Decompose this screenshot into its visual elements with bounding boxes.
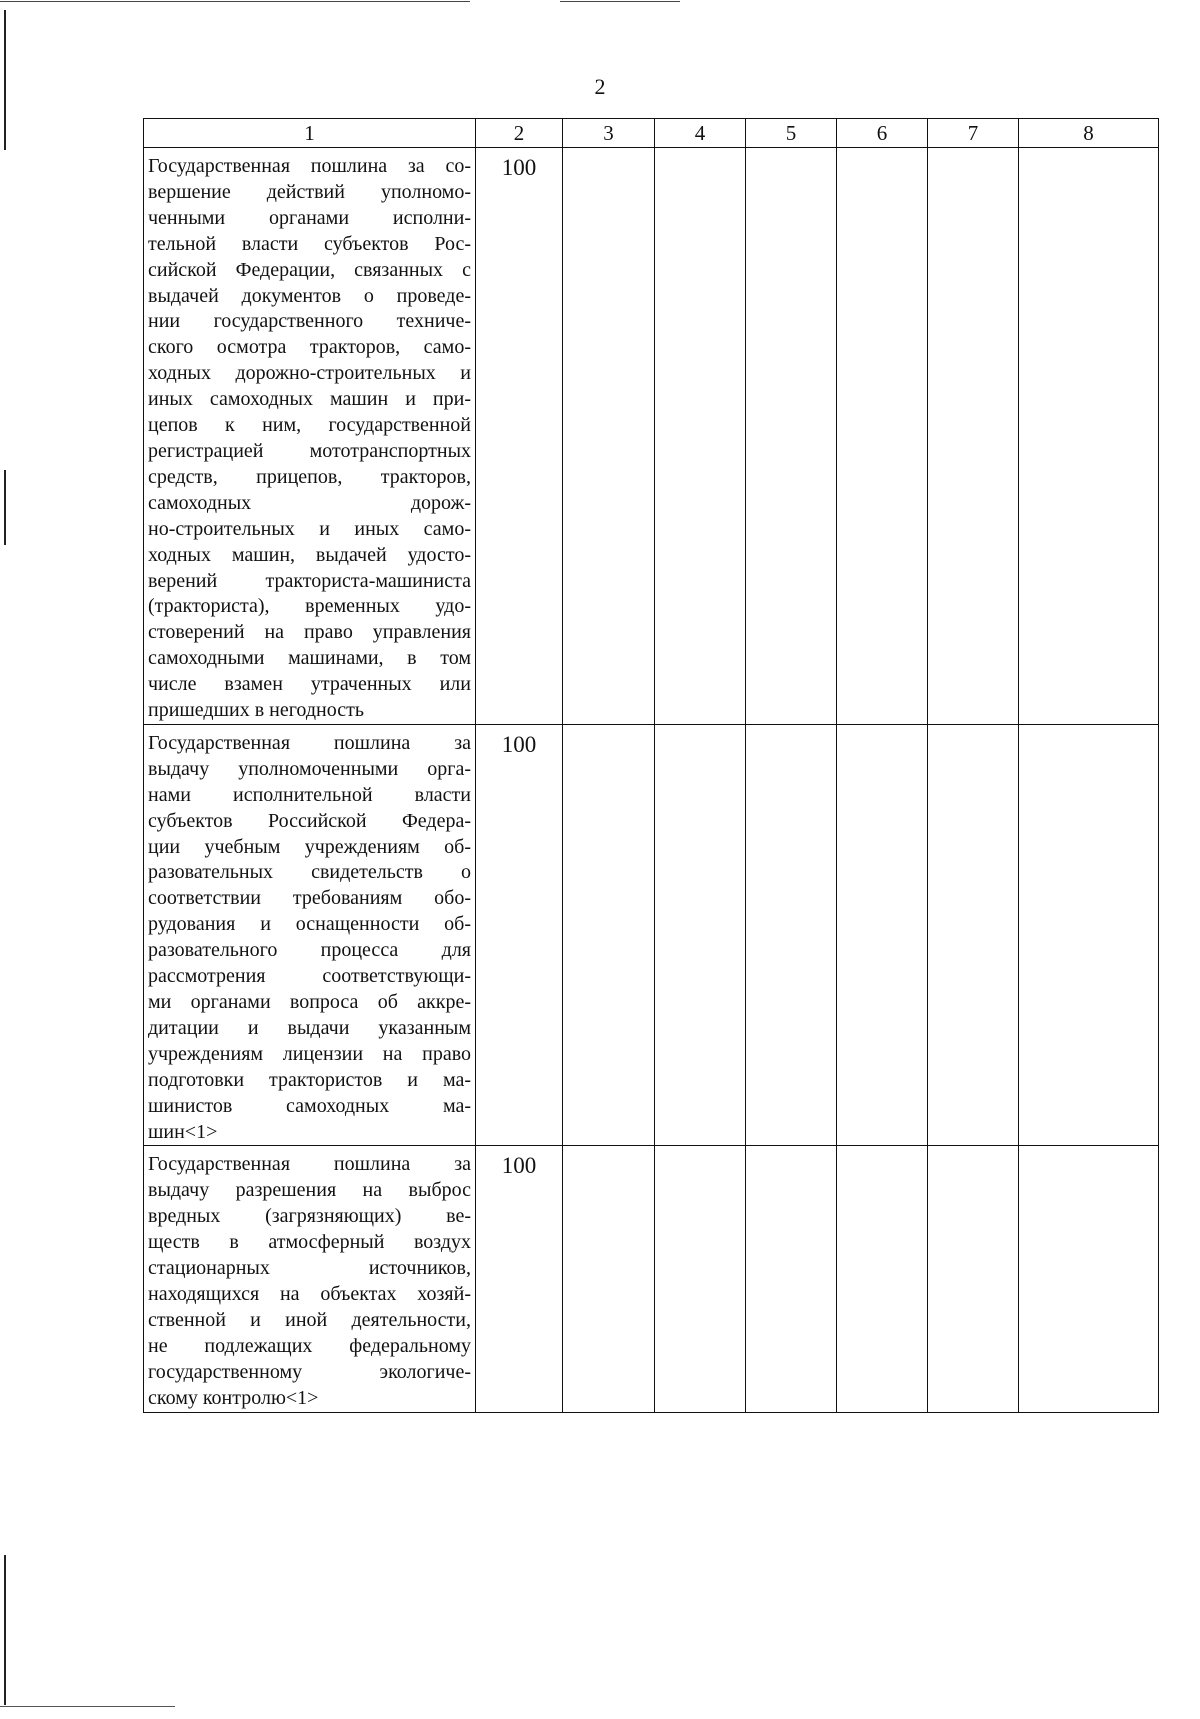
description-line: разовательных свидетельств о bbox=[148, 861, 471, 884]
row-description bbox=[144, 724, 476, 1146]
column-header: 7 bbox=[928, 119, 1019, 148]
description-line: подготовки трактористов и ма- bbox=[148, 1068, 471, 1091]
description-line: рудования и оснащенности об- bbox=[148, 913, 471, 936]
row-description bbox=[144, 1146, 476, 1412]
description-line: скому контролю<1> bbox=[148, 1386, 319, 1409]
description-line: рассмотрения соответствующи- bbox=[148, 965, 471, 988]
empty-cell bbox=[928, 724, 1019, 1146]
description-line: ществ в атмосферный воздух bbox=[148, 1231, 471, 1254]
empty-cell bbox=[837, 1146, 928, 1412]
description-line: Государственная пошлина за со- bbox=[148, 155, 471, 177]
description-line: выдачей документов о проведе- bbox=[148, 284, 471, 307]
description-line: нии государственного техниче- bbox=[148, 310, 471, 333]
empty-cell bbox=[837, 148, 928, 725]
table-row bbox=[144, 724, 1159, 1146]
description-line: но-строительных и иных само- bbox=[148, 517, 471, 540]
column-header: 2 bbox=[476, 119, 563, 148]
description-line: числе взамен утраченных или bbox=[148, 673, 471, 696]
empty-cell bbox=[563, 1146, 655, 1412]
empty-cell bbox=[928, 148, 1019, 725]
description-line: верений тракториста-машиниста bbox=[148, 569, 471, 592]
empty-cell bbox=[746, 148, 837, 725]
empty-cell bbox=[1019, 1146, 1159, 1412]
empty-cell bbox=[1019, 148, 1159, 725]
description-line: государственному экологиче- bbox=[148, 1360, 471, 1383]
description-line: вершение действий уполномо- bbox=[148, 180, 471, 203]
empty-cell bbox=[655, 1146, 746, 1412]
empty-cell bbox=[563, 148, 655, 725]
description-line: иных самоходных машин и при- bbox=[148, 388, 471, 411]
empty-cell bbox=[655, 724, 746, 1146]
fee-table bbox=[143, 118, 1159, 1413]
description-line: ми органами вопроса об аккре- bbox=[148, 991, 471, 1013]
table-header-row bbox=[144, 119, 1159, 148]
scan-top-rule bbox=[0, 1, 470, 2]
column-header: 4 bbox=[655, 119, 746, 148]
column-header: 1 bbox=[144, 119, 476, 148]
empty-cell bbox=[563, 724, 655, 1146]
column-header: 3 bbox=[563, 119, 655, 148]
description-line: нами исполнительной власти bbox=[148, 783, 471, 806]
empty-cell bbox=[746, 1146, 837, 1412]
description-line: Государственная пошлина за bbox=[148, 1153, 471, 1176]
row-value: 100 bbox=[476, 724, 563, 1146]
scan-bottom-rule bbox=[0, 1706, 175, 1707]
description-line: самоходных дорож- bbox=[148, 491, 471, 514]
empty-cell bbox=[746, 724, 837, 1146]
empty-cell bbox=[1019, 724, 1159, 1146]
description-line: стационарных источников, bbox=[148, 1257, 471, 1280]
page-number: 2 bbox=[594, 74, 606, 99]
description-line: (тракториста), временных удо- bbox=[148, 595, 471, 618]
empty-cell bbox=[655, 148, 746, 725]
scan-margin-mark bbox=[4, 1555, 6, 1705]
description-line: ходных дорожно-строительных и bbox=[148, 362, 471, 385]
description-line: средств, прицепов, тракторов, bbox=[148, 465, 471, 488]
description-line: ченными органами исполни- bbox=[148, 206, 471, 229]
row-description bbox=[144, 148, 476, 725]
description-line: выдачу уполномоченными орга- bbox=[148, 757, 471, 780]
description-line: ского осмотра тракторов, само- bbox=[148, 336, 471, 359]
description-line: шинистов самоходных ма- bbox=[148, 1094, 471, 1117]
description-line: ции учебным учреждениям об- bbox=[148, 835, 471, 858]
table-row bbox=[144, 1146, 1159, 1412]
column-header: 5 bbox=[746, 119, 837, 148]
column-header: 6 bbox=[837, 119, 928, 148]
description-line: стоверений на право управления bbox=[148, 621, 471, 644]
scan-margin-mark bbox=[4, 470, 6, 545]
description-line: соответствии требованиям обо- bbox=[148, 887, 471, 910]
description-line: разовательного процесса для bbox=[148, 939, 471, 962]
table-row bbox=[144, 148, 1159, 725]
description-line: не подлежащих федеральному bbox=[148, 1334, 471, 1357]
scan-top-rule-right bbox=[560, 1, 680, 2]
description-line: находящихся на объектах хозяй- bbox=[148, 1282, 471, 1305]
empty-cell bbox=[928, 1146, 1019, 1412]
description-line: Государственная пошлина за bbox=[148, 731, 471, 754]
description-line: ходных машин, выдачей удосто- bbox=[148, 543, 471, 566]
description-line: пришедших в негодность bbox=[148, 699, 364, 722]
row-value: 100 bbox=[476, 1146, 563, 1412]
description-line: ственной и иной деятельности, bbox=[148, 1308, 471, 1331]
description-line: сийской Федерации, связанных с bbox=[148, 258, 471, 281]
description-line: цепов к ним, государственной bbox=[148, 414, 471, 437]
description-line: самоходными машинами, в том bbox=[148, 647, 471, 670]
description-line: шин<1> bbox=[148, 1120, 218, 1143]
description-line: тельной власти субъектов Рос- bbox=[148, 232, 471, 255]
column-header: 8 bbox=[1019, 119, 1159, 148]
description-line: учреждениям лицензии на право bbox=[148, 1042, 471, 1065]
description-line: субъектов Российской Федера- bbox=[148, 809, 471, 832]
description-line: вредных (загрязняющих) ве- bbox=[148, 1205, 471, 1228]
description-line: выдачу разрешения на выброс bbox=[148, 1179, 471, 1202]
row-value: 100 bbox=[476, 148, 563, 725]
description-line: дитации и выдачи указанным bbox=[148, 1016, 471, 1039]
empty-cell bbox=[837, 724, 928, 1146]
description-line: регистрацией мототранспортных bbox=[148, 439, 471, 462]
